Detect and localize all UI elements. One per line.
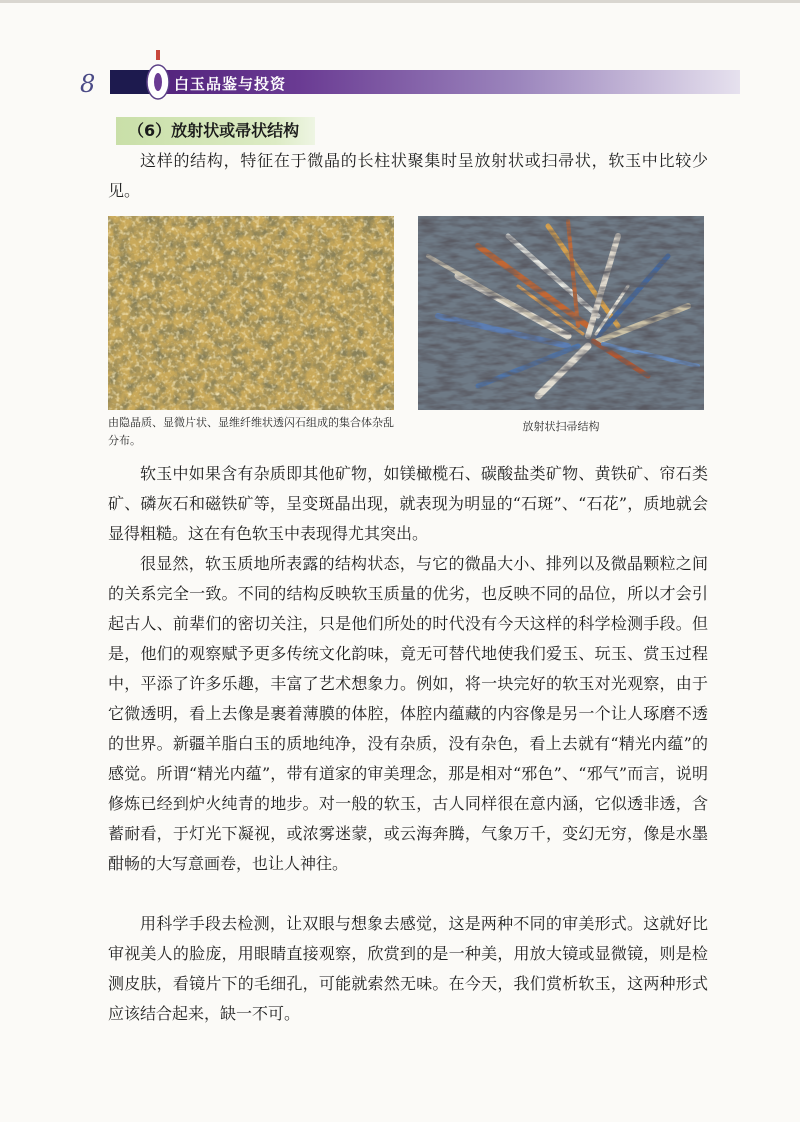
page-top-edge xyxy=(0,0,800,3)
right-figure-caption: 放射状扫帚结构 xyxy=(522,420,600,433)
body-paragraph: 很显然，软玉质地所表露的结构状态，与它的微晶大小、排列以及微晶颗粒之间的关系完全一致。不同的结构反映软玉质量的优劣，也反映不同的品位，所以才会引起古人、前辈们的密切关注，只是他们所处的时代没有今天这样的科学检测手段。但是，他们的观察赋予更多传统文化韵味，竟无可替代地使我们爱玉、玩玉、赏玉过程中，平添了许多乐趣，丰富了艺术想象力。例如，将一块完好的软玉对光观察，由于它微透明，看上去像是裹着薄膜的体腔，体腔内蕴藏的内容像是另一个让人琢磨不透的世界。新疆羊脂白玉的质地纯净，没有杂质，没有杂色，看上去就有“精光内蕴”的感觉。所谓“精光内蕴”，带有道家的审美理念，那是相对“邪色”、“邪气”而言，说明修炼已经到炉火纯青的地步。对一般的软玉，古人同样很在意内涵，它似透非透，含蓄耐看，于灯光下凝视，或浓雾迷蒙，或云海奔腾，气象万千，变幻无穷，像是水墨酣畅的大写意画卷，也让人神往。 xyxy=(108,554,708,873)
page-number: 8 xyxy=(80,70,96,98)
micrograph-right xyxy=(418,216,704,410)
section-heading: （6）放射状或帚状结构 xyxy=(116,117,315,145)
intro-paragraph: 这样的结构，特征在于微晶的长柱状聚集时呈放射状或扫帚状，软玉中比较少见。 xyxy=(108,151,708,200)
left-figure-caption: 由隐晶质、显微片状、显维纤维状透闪石组成的集合体杂乱分布。 xyxy=(108,416,394,447)
jade-pendant-icon xyxy=(145,50,171,102)
body-paragraph: 用科学手段去检测，让双眼与想象去感觉，这是两种不同的审美形式。这就好比审视美人的脸庞，用眼睛直接观察，欣赏到的是一种美，用放大镜或显微镜，则是检测皮肤，看镜片下的毛细孔，可能就索然无味。在今天，我们赏析软玉，这两种形式应该结合起来，缺一不可。 xyxy=(108,914,708,1023)
body-paragraph: 软玉中如果含有杂质即其他矿物，如镁橄榄石、碳酸盐类矿物、黄铁矿、帘石类矿、磷灰石和磁铁矿等，呈变斑晶出现，就表现为明显的“石斑”、“石花”，质地就会显得粗糙。这在有色软玉中表现得尤其突出。 xyxy=(108,464,708,543)
micrograph-left xyxy=(108,216,394,410)
running-header xyxy=(70,64,770,106)
book-title: 白玉品鉴与投资 xyxy=(174,75,287,93)
